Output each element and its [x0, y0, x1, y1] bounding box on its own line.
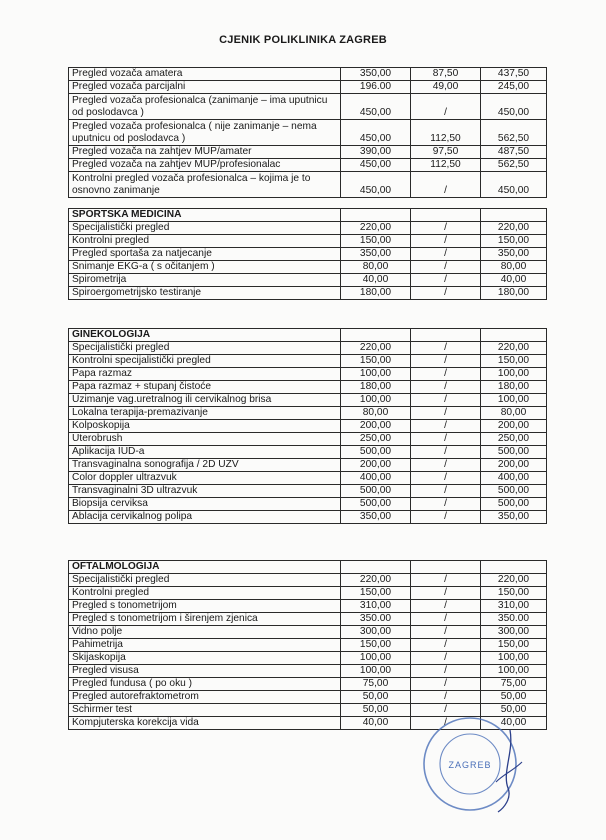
total-cell: 150,00 [481, 355, 547, 368]
empty-cell [411, 561, 481, 574]
total-cell: 40,00 [481, 274, 547, 287]
total-cell: 450,00 [481, 172, 547, 198]
total-cell: 400,00 [481, 472, 547, 485]
surcharge-cell: / [411, 235, 481, 248]
surcharge-cell: / [411, 261, 481, 274]
table-row [69, 433, 547, 446]
empty-cell [411, 209, 481, 222]
price-cell: 450,00 [341, 94, 411, 120]
service-name: Papa razmaz [69, 368, 341, 381]
table-row [69, 626, 547, 639]
vozaci-table [68, 67, 547, 198]
table-row [69, 446, 547, 459]
total-cell: 487,50 [481, 146, 547, 159]
total-cell: 350,00 [481, 248, 547, 261]
service-name: Kompjuterska korekcija vida [69, 717, 341, 730]
total-cell: 300,00 [481, 626, 547, 639]
price-cell: 350,00 [341, 511, 411, 524]
surcharge-cell: / [411, 222, 481, 235]
total-cell: 200,00 [481, 459, 547, 472]
service-name: Snimanje EKG-a ( s očitanjem ) [69, 261, 341, 274]
service-name: Kolposkopija [69, 420, 341, 433]
total-cell: 100,00 [481, 394, 547, 407]
table-row [69, 574, 547, 587]
total-cell: 100,00 [481, 368, 547, 381]
total-cell: 80,00 [481, 407, 547, 420]
table-row [69, 381, 547, 394]
surcharge-cell: / [411, 94, 481, 120]
table-row [69, 639, 547, 652]
service-name: Ablacija cervikalnog polipa [69, 511, 341, 524]
table-row [69, 394, 547, 407]
surcharge-cell: / [411, 626, 481, 639]
price-cell: 180,00 [341, 287, 411, 300]
service-name: Pregled visusa [69, 665, 341, 678]
table-row [69, 355, 547, 368]
price-cell: 180,00 [341, 381, 411, 394]
surcharge-cell: / [411, 704, 481, 717]
service-name: Kontrolni pregled [69, 587, 341, 600]
total-cell: 180,00 [481, 287, 547, 300]
service-name: Spirometrija [69, 274, 341, 287]
surcharge-cell: 112,50 [411, 159, 481, 172]
surcharge-cell: / [411, 407, 481, 420]
table-row [69, 691, 547, 704]
table-row [69, 287, 547, 300]
total-cell: 50,00 [481, 704, 547, 717]
price-cell: 100,00 [341, 394, 411, 407]
table-row [69, 159, 547, 172]
surcharge-cell: / [411, 472, 481, 485]
table-row [69, 368, 547, 381]
service-name: Papa razmaz + stupanj čistoće [69, 381, 341, 394]
total-cell: 450,00 [481, 94, 547, 120]
service-name: Pregled autorefraktometrom [69, 691, 341, 704]
service-name: Pregled vozača profesionalca ( nije zanimanje – nema uputnicu od poslodavca ) [69, 120, 341, 146]
service-name: Pahimetrija [69, 639, 341, 652]
service-name: Uterobrush [69, 433, 341, 446]
price-cell: 300,00 [341, 626, 411, 639]
empty-cell [481, 561, 547, 574]
surcharge-cell: / [411, 574, 481, 587]
table-row [69, 498, 547, 511]
service-name: Pregled sportaša za natjecanje [69, 248, 341, 261]
service-name: Pregled vozača parcijalni [69, 81, 341, 94]
surcharge-cell: / [411, 433, 481, 446]
section-header: GINEKOLOGIJA [69, 329, 341, 342]
table-row [69, 68, 547, 81]
service-name: Specijalistički pregled [69, 342, 341, 355]
total-cell: 150,00 [481, 235, 547, 248]
stamp-text: ZAGREB [448, 760, 492, 770]
surcharge-cell: / [411, 652, 481, 665]
service-name: Pregled vozača profesionalca (zanimanje – ima uputnicu od poslodavca ) [69, 94, 341, 120]
price-cell: 220,00 [341, 574, 411, 587]
table-row [69, 274, 547, 287]
service-name: Spiroergometrijsko testiranje [69, 287, 341, 300]
total-cell: 220,00 [481, 574, 547, 587]
surcharge-cell: / [411, 420, 481, 433]
ginekologija-table [68, 328, 547, 524]
total-cell: 100,00 [481, 652, 547, 665]
page-title: CJENIK POLIKLINIKA ZAGREB [219, 34, 387, 46]
empty-cell [411, 329, 481, 342]
price-cell: 40,00 [341, 717, 411, 730]
table-row [69, 235, 547, 248]
service-name: Kontrolni pregled vozača profesionalca – kojima je to osnovno zanimanje [69, 172, 341, 198]
table-row [69, 94, 547, 120]
empty-cell [481, 329, 547, 342]
section-header: SPORTSKA MEDICINA [69, 209, 341, 222]
service-name: Kontrolni pregled [69, 235, 341, 248]
service-name: Uzimanje vag.uretralnog ili cervikalnog brisa [69, 394, 341, 407]
service-name: Biopsija cerviksa [69, 498, 341, 511]
surcharge-cell: 112,50 [411, 120, 481, 146]
total-cell: 437,50 [481, 68, 547, 81]
price-cell: 150,00 [341, 587, 411, 600]
service-name: Pregled vozača na zahtjev MUP/profesionalac [69, 159, 341, 172]
price-cell: 196.00 [341, 81, 411, 94]
surcharge-cell: / [411, 342, 481, 355]
total-cell: 40,00 [481, 717, 547, 730]
surcharge-cell: 97,50 [411, 146, 481, 159]
total-cell: 150,00 [481, 639, 547, 652]
service-name: Transvaginalna sonografija / 2D UZV [69, 459, 341, 472]
table-row [69, 600, 547, 613]
table-row [69, 472, 547, 485]
price-cell: 100,00 [341, 368, 411, 381]
surcharge-cell: / [411, 368, 481, 381]
section-header-row [69, 329, 547, 342]
price-cell: 250,00 [341, 433, 411, 446]
price-cell: 450,00 [341, 120, 411, 146]
table-row [69, 261, 547, 274]
price-cell: 350,00 [341, 68, 411, 81]
service-name: Schirmer test [69, 704, 341, 717]
price-cell: 150,00 [341, 355, 411, 368]
surcharge-cell: / [411, 446, 481, 459]
surcharge-cell: / [411, 172, 481, 198]
table-row [69, 407, 547, 420]
service-name: Skijaskopija [69, 652, 341, 665]
service-name: Color doppler ultrazvuk [69, 472, 341, 485]
price-cell: 80,00 [341, 407, 411, 420]
surcharge-cell: / [411, 678, 481, 691]
service-name: Vidno polje [69, 626, 341, 639]
total-cell: 220,00 [481, 342, 547, 355]
table-row [69, 665, 547, 678]
surcharge-cell: / [411, 511, 481, 524]
surcharge-cell: / [411, 691, 481, 704]
surcharge-cell: / [411, 381, 481, 394]
table-row [69, 511, 547, 524]
total-cell: 200,00 [481, 420, 547, 433]
total-cell: 310,00 [481, 600, 547, 613]
total-cell: 50,00 [481, 691, 547, 704]
table-row [69, 342, 547, 355]
surcharge-cell: / [411, 717, 481, 730]
surcharge-cell: / [411, 498, 481, 511]
surcharge-cell: / [411, 287, 481, 300]
price-cell: 500,00 [341, 446, 411, 459]
total-cell: 100,00 [481, 665, 547, 678]
total-cell: 500,00 [481, 498, 547, 511]
service-name: Aplikacija IUD-a [69, 446, 341, 459]
total-cell: 350,00 [481, 511, 547, 524]
surcharge-cell: 49,00 [411, 81, 481, 94]
surcharge-cell: / [411, 248, 481, 261]
price-cell: 75,00 [341, 678, 411, 691]
table-row [69, 587, 547, 600]
price-cell: 350,00 [341, 248, 411, 261]
section-header-row [69, 209, 547, 222]
price-cell: 200,00 [341, 420, 411, 433]
table-row [69, 678, 547, 691]
table-row [69, 81, 547, 94]
price-cell: 390,00 [341, 146, 411, 159]
surcharge-cell: / [411, 274, 481, 287]
total-cell: 245,00 [481, 81, 547, 94]
service-name: Specijalistički pregled [69, 574, 341, 587]
price-cell: 220,00 [341, 342, 411, 355]
price-cell: 500,00 [341, 485, 411, 498]
clinic-stamp [418, 712, 538, 822]
table-row [69, 172, 547, 198]
table-row [69, 613, 547, 626]
price-cell: 150,00 [341, 639, 411, 652]
total-cell: 75,00 [481, 678, 547, 691]
price-cell: 200,00 [341, 459, 411, 472]
table-row [69, 248, 547, 261]
sportska-medicina-table [68, 208, 547, 300]
total-cell: 500,00 [481, 446, 547, 459]
price-cell: 80,00 [341, 261, 411, 274]
total-cell: 80,00 [481, 261, 547, 274]
service-name: Pregled s tonometrijom [69, 600, 341, 613]
surcharge-cell: / [411, 459, 481, 472]
service-name: Lokalna terapija-premazivanje [69, 407, 341, 420]
price-cell: 50,00 [341, 704, 411, 717]
table-row [69, 485, 547, 498]
surcharge-cell: / [411, 613, 481, 626]
empty-cell [341, 209, 411, 222]
surcharge-cell: 87,50 [411, 68, 481, 81]
service-name: Pregled vozača amatera [69, 68, 341, 81]
surcharge-cell: / [411, 587, 481, 600]
surcharge-cell: / [411, 394, 481, 407]
table-row [69, 146, 547, 159]
price-cell: 400,00 [341, 472, 411, 485]
surcharge-cell: / [411, 355, 481, 368]
table-row [69, 420, 547, 433]
table-row [69, 222, 547, 235]
price-cell: 450,00 [341, 172, 411, 198]
surcharge-cell: / [411, 600, 481, 613]
total-cell: 150,00 [481, 587, 547, 600]
service-name: Pregled s tonometrijom i širenjem zjenica [69, 613, 341, 626]
service-name: Pregled fundusa ( po oku ) [69, 678, 341, 691]
price-cell: 150,00 [341, 235, 411, 248]
total-cell: 500,00 [481, 485, 547, 498]
price-cell: 40,00 [341, 274, 411, 287]
price-cell: 220,00 [341, 222, 411, 235]
price-cell: 100,00 [341, 665, 411, 678]
total-cell: 562,50 [481, 159, 547, 172]
service-name: Pregled vozača na zahtjev MUP/amater [69, 146, 341, 159]
service-name: Specijalistički pregled [69, 222, 341, 235]
total-cell: 220,00 [481, 222, 547, 235]
total-cell: 562,50 [481, 120, 547, 146]
empty-cell [341, 329, 411, 342]
table-row [69, 652, 547, 665]
table-row [69, 120, 547, 146]
total-cell: 350.00 [481, 613, 547, 626]
price-cell: 100,00 [341, 652, 411, 665]
price-cell: 350.00 [341, 613, 411, 626]
price-cell: 310,00 [341, 600, 411, 613]
oftalmologija-table [68, 560, 547, 730]
section-header: OFTALMOLOGIJA [69, 561, 341, 574]
total-cell: 250,00 [481, 433, 547, 446]
total-cell: 180,00 [481, 381, 547, 394]
surcharge-cell: / [411, 485, 481, 498]
surcharge-cell: / [411, 639, 481, 652]
table-row [69, 459, 547, 472]
empty-cell [481, 209, 547, 222]
surcharge-cell: / [411, 665, 481, 678]
empty-cell [341, 561, 411, 574]
service-name: Transvaginalni 3D ultrazvuk [69, 485, 341, 498]
price-cell: 50,00 [341, 691, 411, 704]
price-cell: 450,00 [341, 159, 411, 172]
price-cell: 500,00 [341, 498, 411, 511]
service-name: Kontrolni specijalistički pregled [69, 355, 341, 368]
section-header-row [69, 561, 547, 574]
